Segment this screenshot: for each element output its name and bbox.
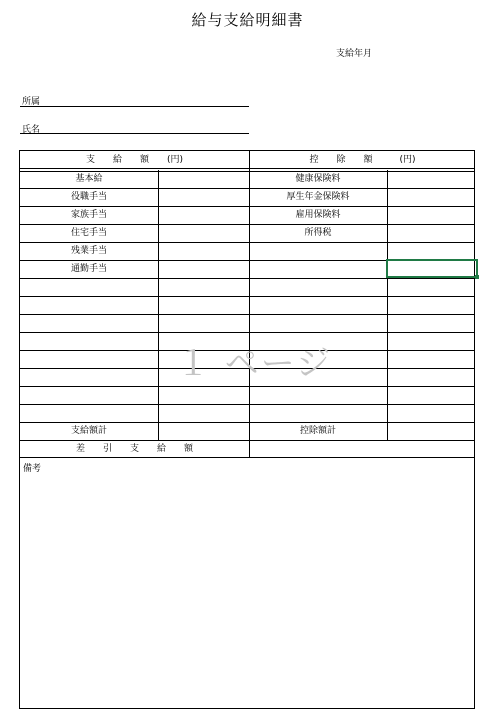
row-divider [20,278,474,279]
pay-date-label: 支給年月 [336,49,373,59]
row-divider [20,296,474,297]
row-divider [20,386,474,387]
table-row-label: 健康保険料 [295,174,341,184]
payment-total-label: 支給額計 [70,426,107,436]
column-divider [158,170,159,440]
department-underline [20,106,249,107]
table-row-label: 残業手当 [70,246,107,256]
table-row-label: 基本給 [75,174,103,184]
document-title: 給与支給明細書 [191,11,304,29]
name-underline [20,133,249,134]
deduction-total-label: 控除額計 [299,426,336,436]
table-row-label: 家族手当 [70,210,107,220]
row-divider [20,404,474,405]
payment-header: 支 給 額 (円) [85,155,184,165]
table-row-label: 役職手当 [70,192,107,202]
table-row-label: 厚生年金保険料 [286,192,350,202]
net-pay-label: 差 引 支 給 額 [75,444,193,454]
selected-cell[interactable] [386,259,478,278]
name-label: 氏名 [22,125,41,135]
page-watermark: １ ページ [176,344,333,384]
table-row-label: 住宅手当 [70,228,107,238]
table-row-label: 雇用保険料 [295,210,341,220]
row-divider [20,314,474,315]
deduction-header: 控 除 額 (円) [309,155,416,165]
notes-label: 備考 [23,464,42,474]
column-divider [387,170,388,440]
row-divider [20,332,474,333]
fill-handle[interactable] [475,275,479,279]
payslip-table [19,150,475,709]
department-label: 所属 [22,97,41,107]
table-row-label: 所得税 [304,228,332,238]
table-row-label: 通勤手当 [70,264,107,274]
